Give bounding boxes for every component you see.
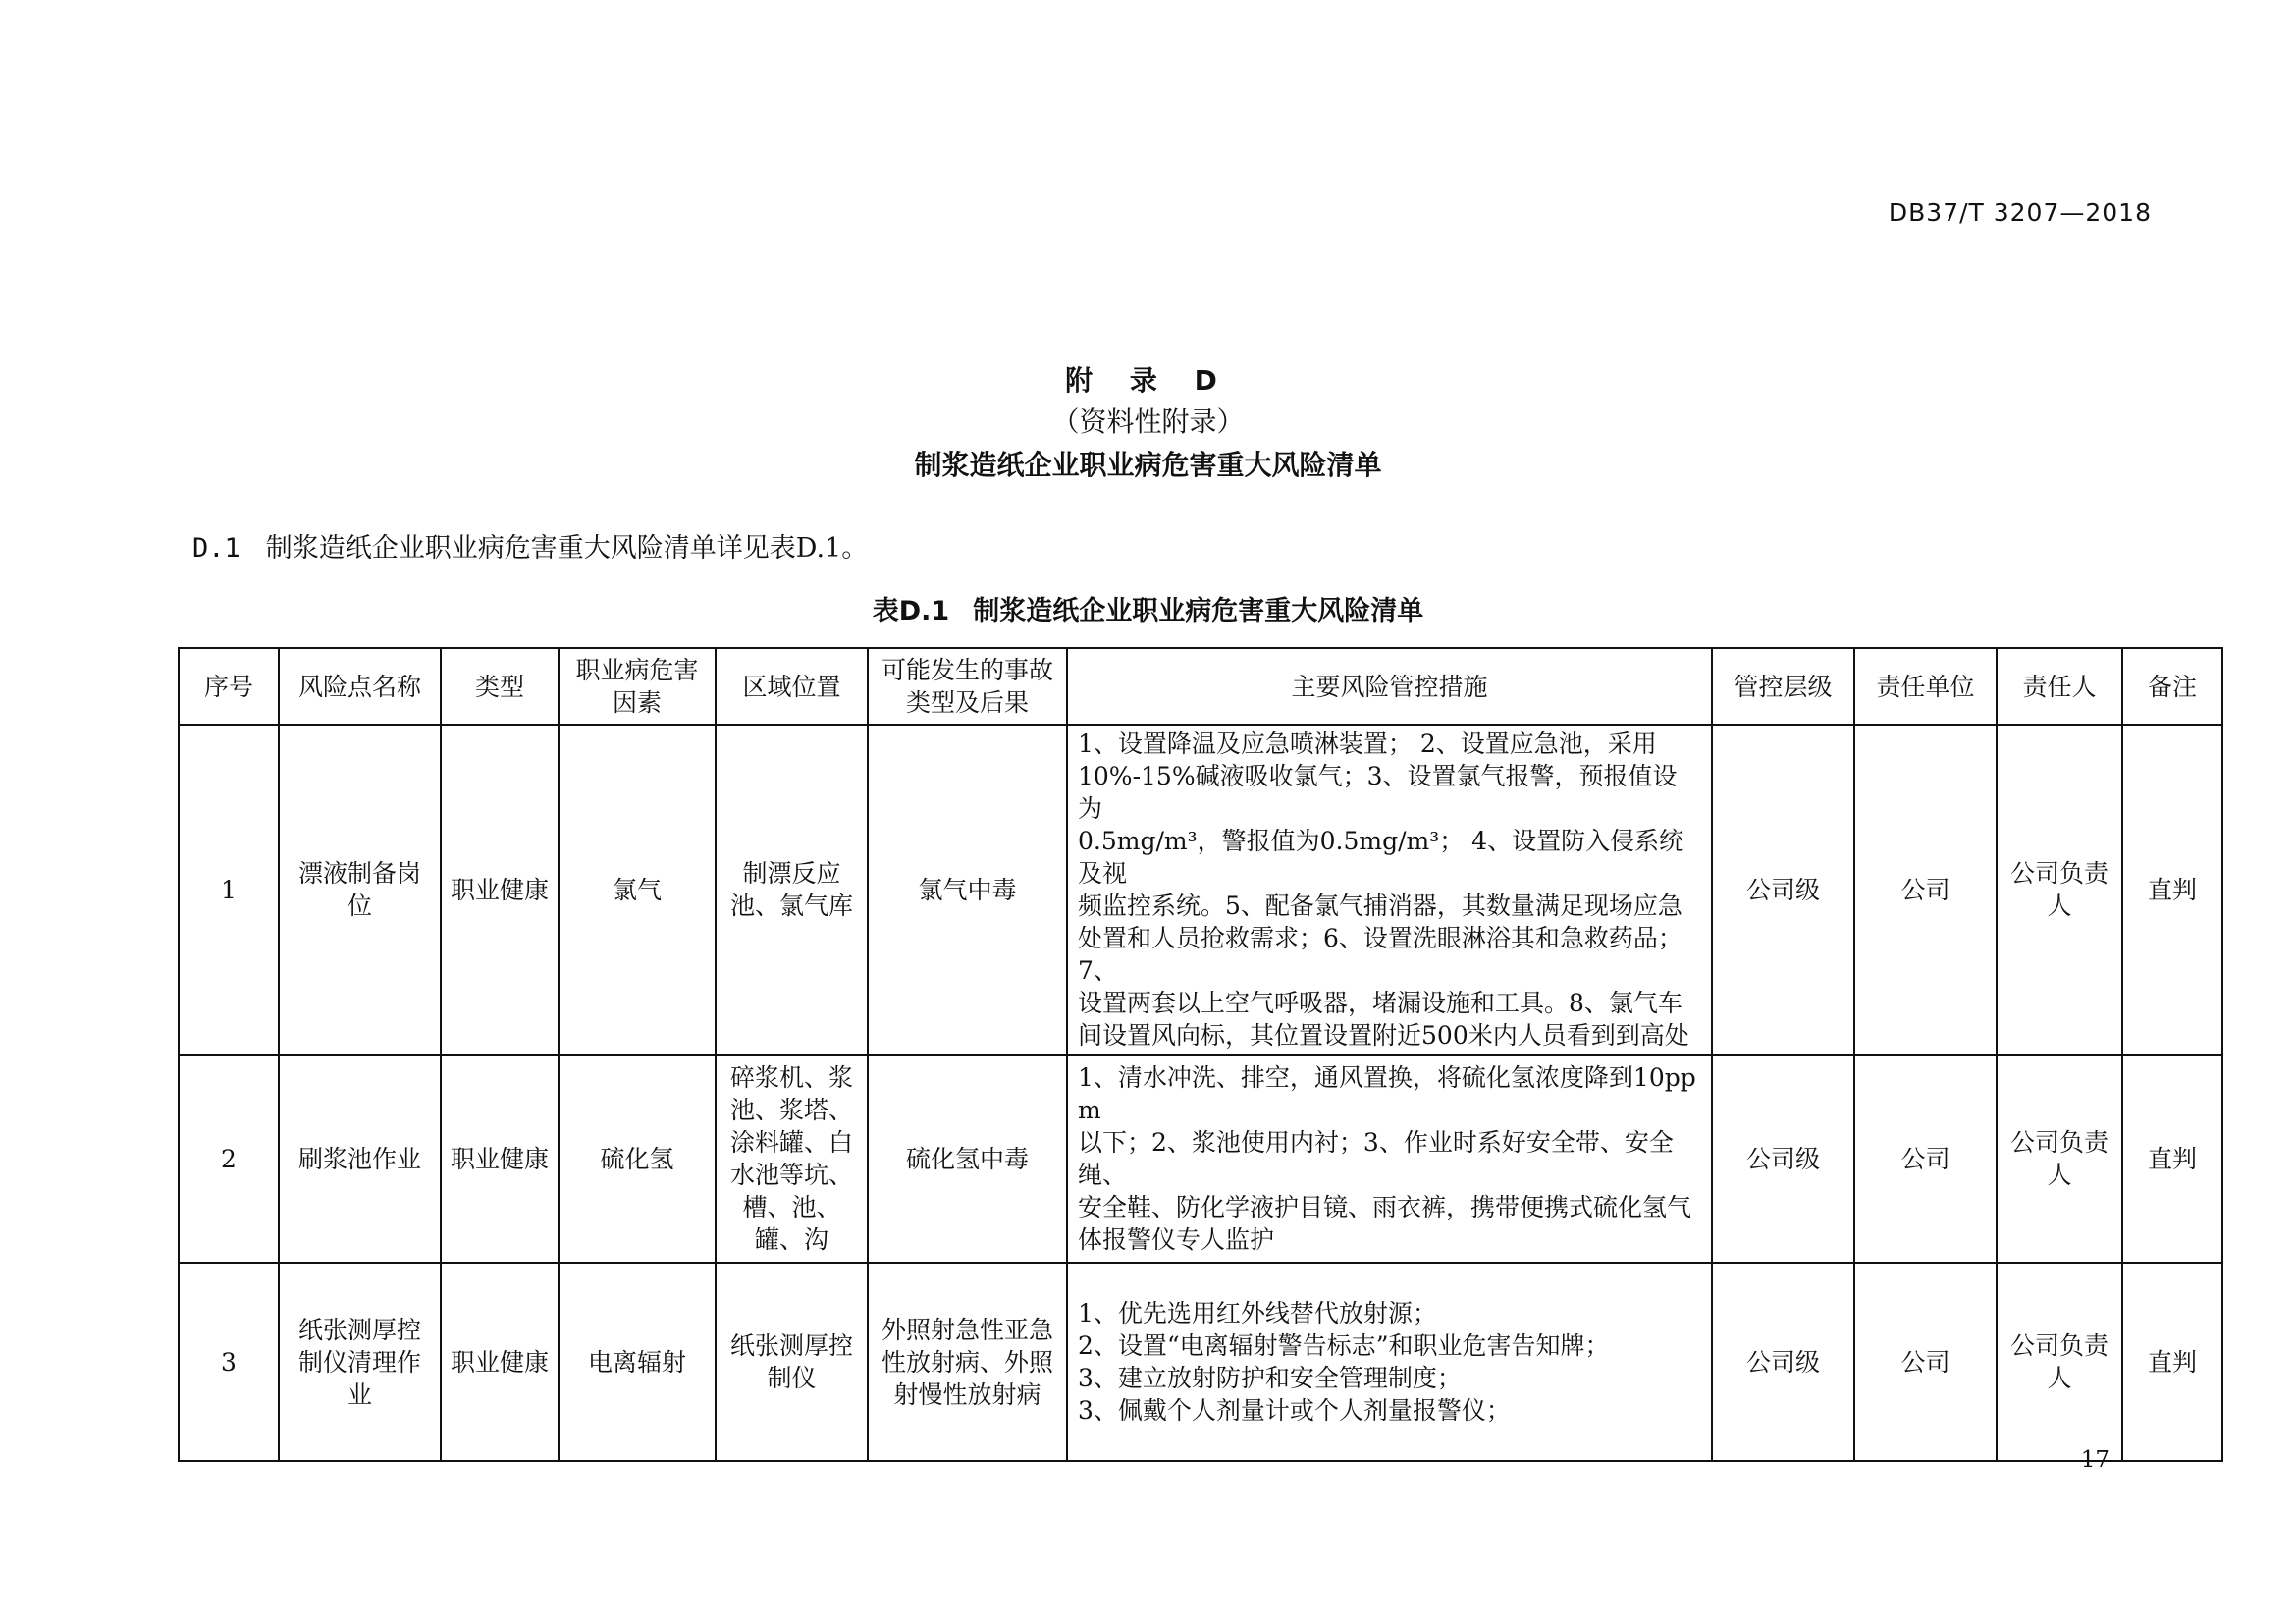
measure-line: 安全鞋、防化学液护目镜、雨衣裤，携带便携式硫化氢气 — [1078, 1193, 1692, 1221]
header-consequence: 可能发生的事故类型及后果 — [868, 648, 1067, 725]
cell-hazard-factor: 硫化氢 — [559, 1055, 716, 1263]
measure-line: 10%-15%碱液吸收氯气；3、设置氯气报警，预报值设为 — [1078, 762, 1678, 823]
measure-line: 3、建立放射防护和安全管理制度； — [1078, 1364, 1462, 1392]
cell-remark: 直判 — [2122, 1055, 2222, 1263]
cell-measures — [1067, 1055, 1712, 1263]
measure-line: 2、设置“电离辐射警告标志”和职业危害告知牌； — [1078, 1331, 1610, 1360]
cell-responsible-person: 公司负责人 — [1997, 725, 2122, 1055]
table-row — [179, 1263, 2222, 1461]
measure-line: 1、设置降温及应急喷淋装置； 2、设置应急池，采用 — [1078, 730, 1657, 758]
measure-line: 频监控系统。5、配备氯气捕消器，其数量满足现场应急 — [1078, 892, 1682, 920]
cell-hazard-factor: 电离辐射 — [559, 1263, 716, 1461]
measure-line: 设置两套以上空气呼吸器，堵漏设施和工具。8、氯气车 — [1078, 989, 1682, 1017]
header-area: 区域位置 — [716, 648, 868, 725]
cell-consequence: 氯气中毒 — [868, 725, 1067, 1055]
header-no: 序号 — [179, 648, 279, 725]
table-caption-number: 表D.1 — [872, 596, 950, 626]
table-caption-text: 制浆造纸企业职业病危害重大风险清单 — [973, 596, 1424, 626]
measure-line: 以下；2、浆池使用内衬；3、作业时系好安全带、安全绳、 — [1078, 1128, 1674, 1189]
table-caption — [0, 589, 2296, 627]
cell-hazard-factor: 氯气 — [559, 725, 716, 1055]
header-responsible-unit: 责任单位 — [1854, 648, 1997, 725]
cell-type: 职业健康 — [441, 1055, 559, 1263]
measure-line: 处置和人员抢救需求；6、设置洗眼淋浴其和急救药品；7、 — [1078, 924, 1682, 985]
cell-risk-point: 刷浆池作业 — [279, 1055, 441, 1263]
measure-line: 间设置风向标，其位置设置附近500米内人员看到到高处 — [1078, 1021, 1689, 1050]
header-risk-point: 风险点名称 — [279, 648, 441, 725]
cell-responsible-unit: 公司 — [1854, 1055, 1997, 1263]
cell-remark: 直判 — [2122, 725, 2222, 1055]
measure-line: 1、清水冲洗、排空，通风置换，将硫化氢浓度降到10ppm — [1078, 1063, 1696, 1124]
header-responsible-person: 责任人 — [1997, 648, 2122, 725]
cell-no: 3 — [179, 1263, 279, 1461]
table-header-row — [179, 648, 2222, 725]
table-row — [179, 725, 2222, 1055]
appendix-title: 附 录 D — [1065, 364, 1231, 397]
measure-line: 体报警仪专人监护 — [1078, 1225, 1275, 1254]
header-hazard-factor: 职业病危害因素 — [559, 648, 716, 725]
cell-risk-point: 纸张测厚控制仪清理作业 — [279, 1263, 441, 1461]
measure-line: 3、佩戴个人剂量计或个人剂量报警仪； — [1078, 1396, 1511, 1425]
risk-table — [178, 647, 2223, 1462]
header-measures: 主要风险管控措施 — [1067, 648, 1712, 725]
appendix-name: 制浆造纸企业职业病危害重大风险清单 — [914, 449, 1382, 481]
table-row — [179, 1055, 2222, 1263]
cell-area: 碎浆机、浆池、浆塔、涂料罐、白水池等坑、槽、池、罐、沟 — [716, 1055, 868, 1263]
measure-line: 0.5mg/m³，警报值为0.5mg/m³； 4、设置防入侵系统及视 — [1078, 827, 1684, 888]
clause-d1 — [192, 526, 868, 565]
cell-type: 职业健康 — [441, 1263, 559, 1461]
header-type: 类型 — [441, 648, 559, 725]
measure-line: 1、优先选用红外线替代放射源； — [1078, 1299, 1437, 1327]
cell-control-level: 公司级 — [1712, 1263, 1854, 1461]
cell-consequence: 外照射急性亚急性放射病、外照射慢性放射病 — [868, 1263, 1067, 1461]
appendix-subtitle: （资料性附录） — [1051, 406, 1245, 438]
cell-measures — [1067, 1263, 1712, 1461]
document-code: DB37/T 3207—2018 — [1888, 198, 2152, 227]
clause-number: D.1 — [192, 533, 240, 564]
cell-responsible-person: 公司负责人 — [1997, 1055, 2122, 1263]
cell-no: 1 — [179, 725, 279, 1055]
cell-no: 2 — [179, 1055, 279, 1263]
cell-measures — [1067, 725, 1712, 1055]
cell-control-level: 公司级 — [1712, 1055, 1854, 1263]
cell-area: 制漂反应池、氯气库 — [716, 725, 868, 1055]
cell-responsible-unit: 公司 — [1854, 725, 1997, 1055]
cell-control-level: 公司级 — [1712, 725, 1854, 1055]
cell-responsible-person: 公司负责人 — [1997, 1263, 2122, 1461]
cell-risk-point: 漂液制备岗位 — [279, 725, 441, 1055]
cell-type: 职业健康 — [441, 725, 559, 1055]
header-remark: 备注 — [2122, 648, 2222, 725]
clause-text: 制浆造纸企业职业病危害重大风险清单详见表D.1。 — [265, 533, 869, 564]
cell-area: 纸张测厚控制仪 — [716, 1263, 868, 1461]
header-control-level: 管控层级 — [1712, 648, 1854, 725]
cell-remark: 直判 — [2122, 1263, 2222, 1461]
cell-responsible-unit: 公司 — [1854, 1263, 1997, 1461]
cell-consequence: 硫化氢中毒 — [868, 1055, 1067, 1263]
page-number: 17 — [2080, 1447, 2109, 1473]
